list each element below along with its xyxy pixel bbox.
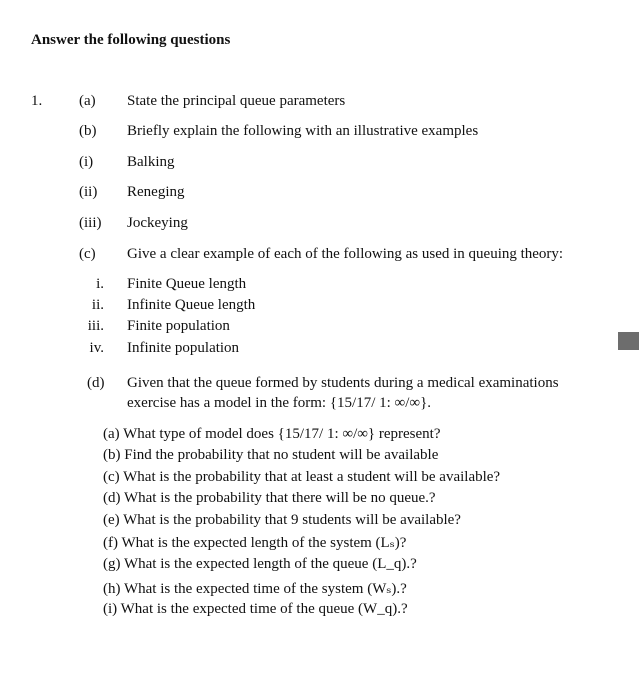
c-list-text: Infinite population [127, 340, 240, 356]
d-question: (e) What is the probability that 9 students will be available? [103, 512, 461, 528]
item-text-balking: Balking [127, 154, 175, 170]
d-question: (i) What is the expected time of the queue (W_q).? [103, 601, 408, 617]
item-label-a: (a) [79, 93, 96, 109]
d-text-line1: Given that the queue formed by students during a medical examinations [127, 375, 559, 391]
item-text-reneging: Reneging [127, 184, 185, 200]
item-label-c: (c) [79, 246, 96, 262]
d-question: (d) What is the probability that there will be no queue.? [103, 490, 436, 506]
c-list-label: i. [96, 276, 104, 292]
c-list-label: ii. [91, 297, 104, 313]
c-list-text: Infinite Queue length [127, 297, 256, 313]
item-text-b: Briefly explain the following with an illustrative examples [127, 123, 479, 139]
d-question: (f) What is the expected length of the system (Lₛ)? [103, 535, 407, 551]
d-question: (g) What is the expected length of the queue (L_q).? [103, 556, 417, 572]
c-list-label: iii. [87, 318, 104, 334]
item-label-d: (d) [87, 375, 105, 391]
d-question: (b) Find the probability that no student will be available [103, 447, 439, 463]
item-label-iii: (iii) [79, 215, 102, 231]
d-question: (c) What is the probability that at least a student will be available? [103, 469, 501, 485]
item-text-jockeying: Jockeying [127, 215, 188, 231]
page-heading: Answer the following questions [31, 32, 231, 48]
item-label-ii: (ii) [79, 184, 98, 200]
item-text-c: Give a clear example of each of the following as used in queuing theory: [127, 246, 564, 262]
scrollbar-thumb[interactable] [618, 332, 639, 350]
item-label-b: (b) [79, 123, 97, 139]
c-list-text: Finite Queue length [127, 276, 247, 292]
d-text-line2: exercise has a model in the form: {15/17/ 1: ∞/∞}. [127, 395, 432, 411]
c-list-label: iv. [89, 340, 104, 356]
d-question: (a) What type of model does {15/17/ 1: ∞/∞} represent? [103, 426, 441, 442]
d-question: (h) What is the expected time of the system (Wₛ).? [103, 581, 407, 597]
question-number: 1. [31, 93, 43, 109]
item-label-i: (i) [79, 154, 94, 170]
c-list-text: Finite population [127, 318, 230, 334]
item-text-a: State the principal queue parameters [127, 93, 346, 109]
